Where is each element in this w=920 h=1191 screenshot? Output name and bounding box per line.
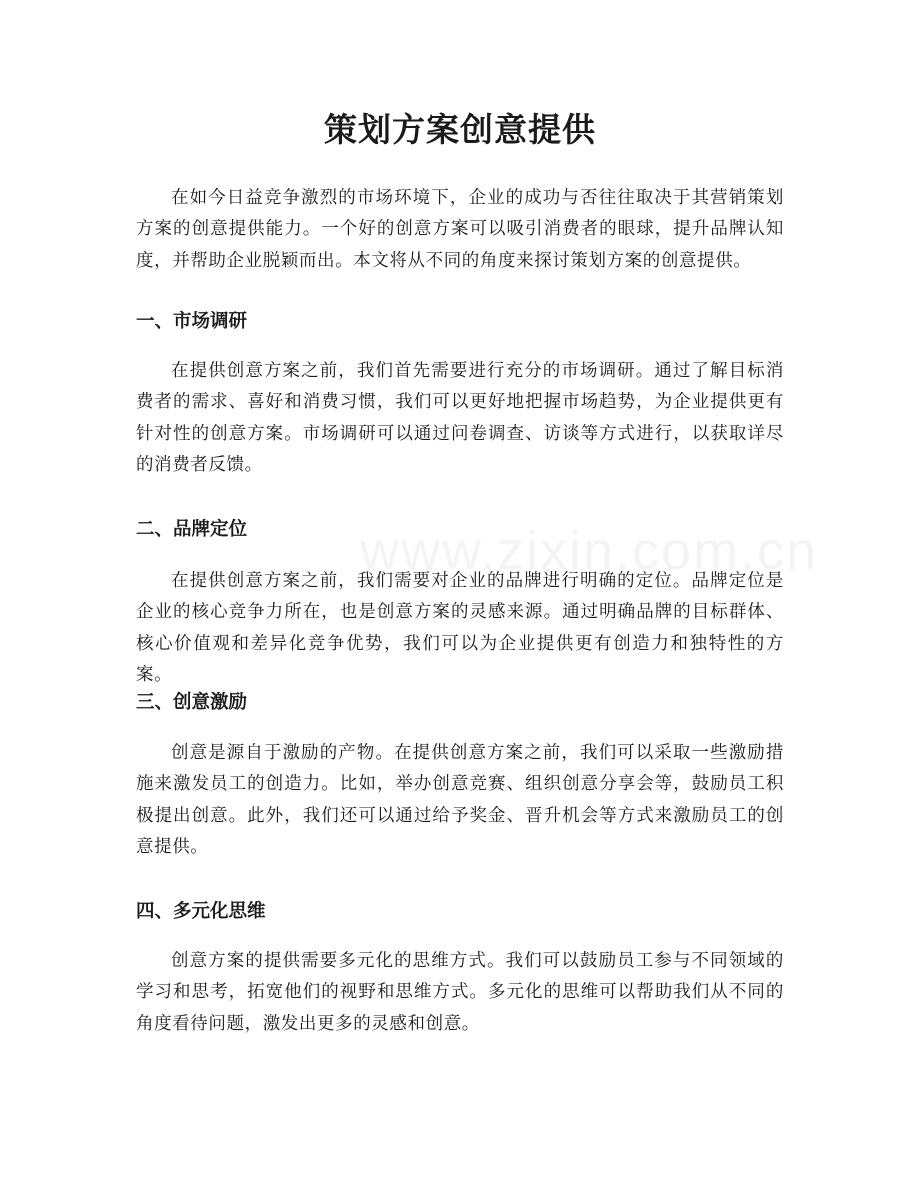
section-body-diverse-thinking: 创意方案的提供需要多元化的思维方式。我们可以鼓励员工参与不同领域的学习和思考，拓宽他们的视野和思维方式。多元化的思维可以帮助我们从不同的角度看待问题，激发出更多的灵感和创意。: [136, 951, 784, 1034]
section-heading-creative-incentive: 三、创意激励: [136, 692, 248, 713]
document-title: 策划方案创意提供: [324, 110, 596, 149]
section-heading-diverse-thinking: 四、多元化思维: [136, 901, 266, 922]
section-body-market-research: 在提供创意方案之前，我们首先需要进行充分的市场调研。通过了解目标消费者的需求、喜好和消费习惯，我们可以更好地把握市场趋势，为企业提供更有针对性的创意方案。市场调研可以通过问卷调查、访谈等方式进行，以获取详尽的消费者反馈。: [136, 361, 784, 475]
intro-paragraph: 在如今日益竞争激烈的市场环境下，企业的成功与否往往取决于其营销策划方案的创意提供能力。一个好的创意方案可以吸引消费者的眼球，提升品牌认知度，并帮助企业脱颖而出。本文将从不同的角度来探讨策划方案的创意提供。: [136, 188, 784, 271]
section-body-creative-incentive: 创意是源自于激励的产物。在提供创意方案之前，我们可以采取一些激励措施来激发员工的创造力。比如，举办创意竞赛、组织创意分享会等，鼓励员工积极提出创意。此外，我们还可以通过给予奖金、晋升机会等方式来激励员工的创意提供。: [136, 743, 784, 857]
section-heading-brand-positioning: 二、品牌定位: [136, 519, 248, 540]
section-body-brand-positioning: 在提供创意方案之前，我们需要对企业的品牌进行明确的定位。品牌定位是企业的核心竞争力所在，也是创意方案的灵感来源。通过明确品牌的目标群体、核心价值观和差异化竞争优势，我们可以为企业提供更有创造力和独特性的方案。: [136, 571, 784, 685]
section-heading-market-research: 一、市场调研: [136, 311, 248, 332]
